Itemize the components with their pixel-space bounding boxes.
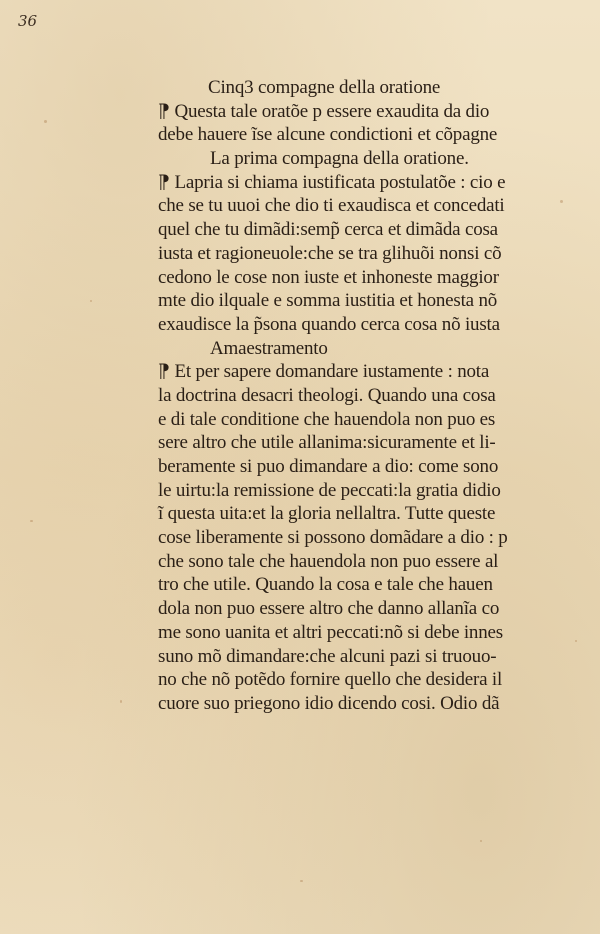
text-line: cedono le cose non iuste et inhoneste maggior [158,266,499,288]
text-line: debe hauere ĩse alcune condictioni et cõpagne [158,124,498,146]
text-line: sere altro che utile allanima:sicuramente et li- [158,432,496,454]
text-line: tro che utile. Quando la cosa e tale che hauen [158,574,493,596]
text-block [158,76,558,716]
paper-speck [30,520,33,522]
text-line: quel che tu dimãdi:semp̃ cerca et dimãda cosa [158,219,498,241]
text-line: beramente si puo dimandare a dio: come sono [158,456,499,477]
paper-speck [44,120,47,123]
text-line: ⁋ Et per sapere domandare iustamente : nota [158,361,490,383]
text-line: ĩ questa uita:et la gloria nellaltra. Tutte queste [158,503,496,525]
section-heading: Amaestramento [210,337,328,359]
section-heading: La prima compagna della oratione. [210,148,469,170]
text-line: iusta et ragioneuole:che se tra glihuõi nonsi cõ [158,242,502,264]
text-line: che sono tale che hauendola non puo essere al [158,550,499,572]
paper-speck [90,300,92,302]
text-line: mte dio ilquale e somma iustitia et honesta nõ [158,290,498,312]
text-line: dola non puo essere altro che danno allanĩa co [158,598,500,620]
chapter-heading: Cinq3 compagne della oratione [208,77,441,98]
text-line: exaudisce la p̃sona quando cerca cosa nõ iusta [158,313,500,335]
paper-speck [575,640,577,642]
text-line: no che nõ potẽdo fornire quello che desidera il [158,669,503,691]
text-line: cose liberamente si possono domãdare a dio : p [158,527,508,549]
text-line: cuore suo priegono idio dicendo cosi. Odio dã [158,692,500,714]
text-line: ⁋ Lapria si chiama iustificata postulatõe : cio e [158,171,506,193]
text-line: me sono uanita et altri peccati:nõ si debe innes [158,621,503,643]
paper-speck [480,840,482,842]
text-line: suno mõ dimandare:che alcuni pazi si truouo- [158,645,497,667]
text-line: la doctrina desacri theologi. Quando una cosa [158,384,496,406]
text-line: che se tu uuoi che dio ti exaudisca et concedati [158,195,505,217]
text-line: le uirtu:la remissione de peccati:la gratia didio [158,479,501,501]
paper-speck [120,700,122,703]
paper-speck [300,880,303,882]
text-line: e di tale conditione che hauendola non puo es [158,408,496,430]
paper-speck [560,200,563,203]
text-line: ⁋ Questa tale oratõe p essere exaudita da dio [158,100,490,122]
page-number: 36 [18,12,38,30]
